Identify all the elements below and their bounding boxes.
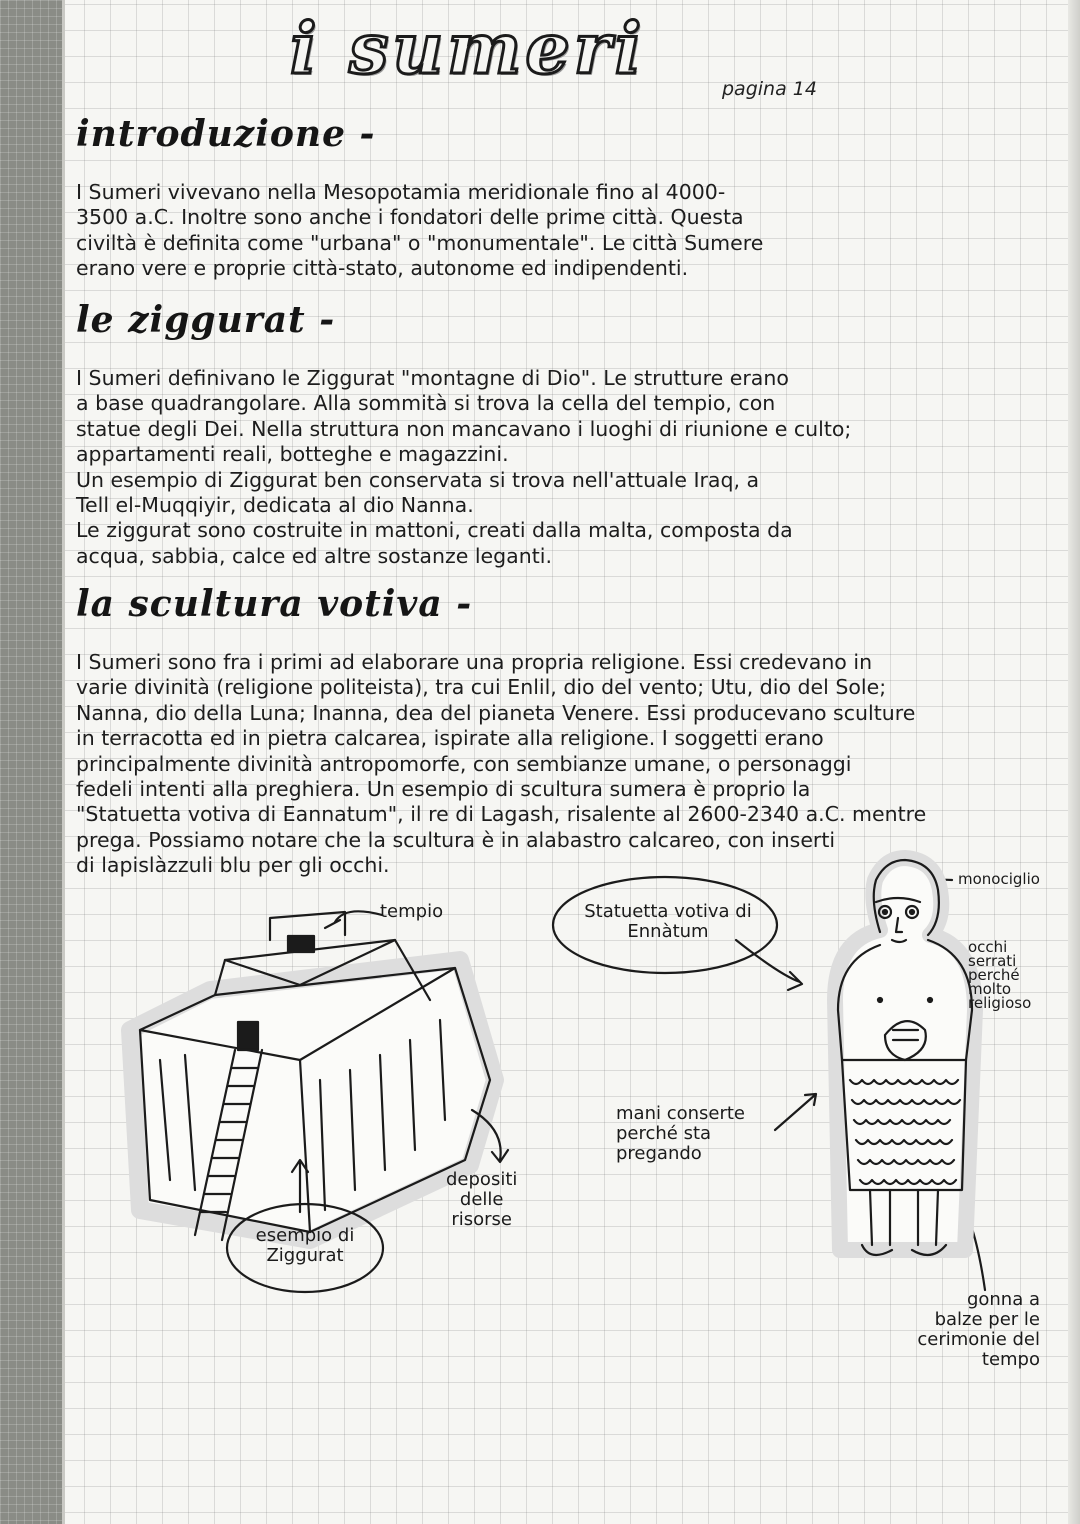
page-number: pagina 14 — [722, 78, 817, 100]
label-line: occhi — [968, 938, 1008, 956]
label-line: mani conserte — [616, 1103, 745, 1124]
label-line: Statuetta votiva di — [584, 901, 752, 922]
text-line: I Sumeri sono fra i primi ad elaborare una propria religione. Essi credevano in — [76, 650, 873, 674]
text-line: 3500 a.C. Inoltre sono anche i fondatori delle prime città. Questa — [76, 205, 744, 230]
label-line: depositi — [446, 1169, 518, 1190]
text-line: I Sumeri definivano le Ziggurat "montagne di Dio". Le strutture erano — [76, 366, 789, 390]
label-esempio-ziggurat — [237, 1226, 373, 1266]
label-line: pregando — [616, 1143, 702, 1164]
text-line: varie divinità (religione politeista), tra cui Enlil, dio del vento; Utu, dio del Sole; — [76, 675, 887, 700]
text-line: a base quadrangolare. Alla sommità si trova la cella del tempio, con — [76, 391, 776, 416]
label-line: perché — [968, 966, 1020, 984]
text-line: "Statuetta votiva di Eannatum", il re di Lagash, risalente al 2600-2340 a.C. mentre — [76, 802, 927, 827]
label-line: serrati — [968, 952, 1017, 970]
text-line: appartamenti reali, botteghe e magazzini. — [76, 442, 509, 467]
label-occhi — [968, 940, 1031, 1010]
label-line: delle — [459, 1189, 504, 1210]
text-line: statue degli Dei. Nella struttura non mancavano i luoghi di riunione e culto; — [76, 416, 852, 441]
text-line: Le ziggurat sono costruite in mattoni, creati dalla malta, composta da — [76, 518, 793, 543]
text-line: I Sumeri vivevano nella Mesopotamia meridionale fino al 4000- — [76, 180, 726, 204]
label-line: perché sta — [616, 1123, 712, 1144]
label-line: cerimonie del — [917, 1329, 1040, 1350]
label-line: molto — [968, 980, 1012, 998]
label-line: esempio di — [255, 1225, 355, 1246]
heading-scultura-votiva: la scultura votiva - — [76, 583, 473, 625]
label-statuetta — [568, 902, 768, 942]
arrow-mani — [775, 1094, 816, 1130]
heading-ziggurat: le ziggurat - — [76, 299, 336, 341]
arrow-statuetta — [736, 940, 802, 990]
text-line: Un esempio di Ziggurat ben conservata si trova nell'attuale Iraq, a — [76, 467, 760, 492]
text-line: prega. Possiamo notare che la scultura è in alabastro calcareo, con inserti — [76, 827, 836, 852]
label-line: religioso — [968, 994, 1032, 1012]
label-monociglio: monociglio — [958, 870, 1040, 888]
label-line: Ennàtum — [627, 921, 709, 942]
label-tempio: tempio — [380, 901, 444, 922]
text-line: acqua, sabbia, calce ed altre sostanze leganti. — [76, 543, 552, 568]
text-line: Tell el-Muqqiyir, dedicata al dio Nanna. — [76, 493, 474, 518]
label-line: Ziggurat — [266, 1245, 344, 1266]
text-line: di lapislàzzuli blu per gli occhi. — [76, 853, 390, 878]
text-line: erano vere e proprie città-stato, autonome ed indipendenti. — [76, 256, 689, 281]
text-line: fedeli intenti alla preghiera. Un esempio di scultura sumera è proprio la — [76, 777, 811, 802]
statuette-drawing — [835, 858, 975, 1255]
label-line: risorse — [451, 1209, 513, 1230]
label-mani-conserte — [616, 1104, 745, 1164]
ziggurat-drawing — [130, 912, 495, 1240]
text-line: Nanna, dio della Luna; Inanna, dea del pianeta Venere. Essi producevano sculture — [76, 700, 916, 725]
heading-introduzione: introduzione - — [76, 113, 376, 155]
label-depositi — [446, 1170, 517, 1230]
label-line: tempo — [981, 1349, 1040, 1370]
text-line: principalmente divinità antropomorfe, con sembianze umane, o personaggi — [76, 751, 852, 776]
label-line: balze per le — [934, 1309, 1040, 1330]
label-line: gonna a — [966, 1289, 1040, 1310]
page-title: i sumeri — [290, 7, 646, 90]
text-line: civiltà è definita come "urbana" o "monumentale". Le città Sumere — [76, 230, 764, 255]
label-gonna — [900, 1290, 1040, 1370]
text-line: in terracotta ed in pietra calcarea, ispirate alla religione. I soggetti erano — [76, 726, 824, 751]
